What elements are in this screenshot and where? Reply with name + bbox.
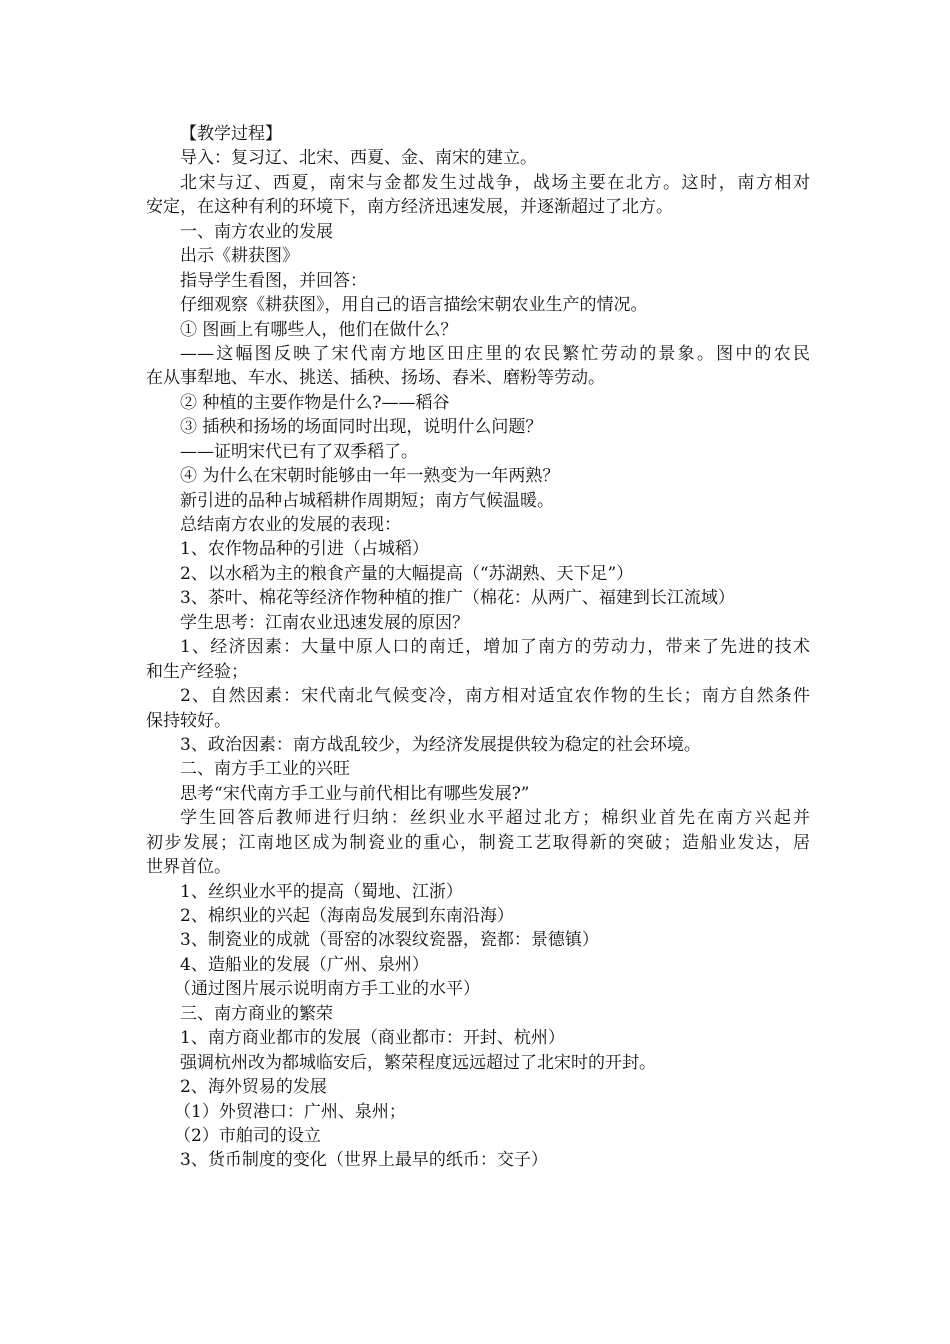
paragraph-line: 出示《耕获图》 — [180, 246, 299, 267]
question-line: ④ 为什么在宋朝时能够由一年一熟变为一年两熟？ — [180, 466, 560, 487]
paragraph-line: 导入：复习辽、北宋、西夏、金、南宋的建立。 — [180, 148, 537, 169]
section-heading-teaching-process: 【教学过程】 — [180, 124, 282, 144]
document-body — [146, 122, 810, 1173]
list-item: 4、造船业的发展（广州、泉州） — [180, 954, 429, 975]
sub-list-item: （1）外贸港口：广州、泉州； — [174, 1101, 406, 1122]
paragraph-line: 北宋与辽、西夏，南宋与金都发生过战争，战场主要在北方。这时，南方相对 — [180, 172, 810, 193]
list-item: 2、海外贸易的发展 — [180, 1077, 327, 1098]
paragraph-line: 初步发展；江南地区成为制瓷业的重心，制瓷工艺取得新的突破；造船业发达，居 — [146, 832, 810, 853]
paragraph-line: 仔细观察《耕获图》，用自己的语言描绘宋朝农业生产的情况。 — [180, 295, 648, 316]
section-heading-agriculture: 一、南方农业的发展 — [180, 221, 333, 242]
list-item: 1、南方商业都市的发展（商业都市：开封、杭州） — [180, 1028, 565, 1049]
question-line: ③ 插秧和扬场的场面同时出现，说明什么问题？ — [180, 417, 543, 438]
list-item: 3、货币制度的变化（世界上最早的纸币：交子） — [180, 1150, 548, 1171]
section-heading-commerce: 三、南方商业的繁荣 — [180, 1003, 333, 1024]
paragraph-line: 学生回答后教师进行归纳：丝织业水平超过北方；棉织业首先在南方兴起并 — [180, 808, 810, 829]
list-item: 1、农作物品种的引进（占城稻） — [180, 539, 429, 560]
paragraph-line: 指导学生看图，并回答： — [180, 270, 367, 291]
paragraph-line: 世界首位。 — [146, 857, 231, 878]
question-line: ① 图画上有哪些人，他们在做什么？ — [180, 319, 458, 340]
list-item: 3、茶叶、棉花等经济作物种植的推广（棉花：从两广、福建到长江流域） — [180, 588, 735, 609]
paragraph-line: 强调杭州改为都城临安后，繁荣程度远远超过了北宋时的开封。 — [180, 1052, 656, 1073]
paragraph-line: 思考“宋代南方手工业与前代相比有哪些发展?” — [180, 783, 530, 804]
paragraph-line: （通过图片展示说明南方手工业的水平） — [174, 979, 480, 1000]
list-item: 3、政治因素：南方战乱较少，为经济发展提供较为稳定的社会环境。 — [180, 734, 701, 755]
list-item: 1、经济因素：大量中原人口的南迁，增加了南方的劳动力，带来了先进的技术 — [180, 637, 810, 658]
answer-line: 在从事犁地、车水、挑送、插秧、扬场、舂米、磨粉等劳动。 — [146, 368, 605, 389]
list-item: 3、制瓷业的成就（哥窑的冰裂纹瓷器，瓷都：景德镇） — [180, 930, 599, 951]
paragraph-line: 安定，在这种有利的环境下，南方经济迅速发展，并逐渐超过了北方。 — [146, 197, 673, 218]
section-heading-handicraft: 二、南方手工业的兴旺 — [180, 759, 350, 780]
question-line: ② 种植的主要作物是什么?——稻谷 — [180, 392, 450, 413]
answer-line: ——证明宋代已有了双季稻了。 — [180, 441, 418, 462]
paragraph-line: 总结南方农业的发展的表现： — [180, 515, 401, 535]
list-item: 2、以水稻为主的粮食产量的大幅提高（“苏湖熟、天下足”） — [180, 563, 634, 584]
list-item: 2、棉织业的兴起（海南岛发展到东南沿海） — [180, 906, 514, 926]
answer-line: 新引进的品种占城稻耕作周期短；南方气候温暖。 — [180, 490, 554, 511]
answer-line: ——这幅图反映了宋代南方地区田庄里的农民繁忙劳动的景象。图中的农民 — [180, 343, 810, 364]
list-item: 2、自然因素：宋代南北气候变冷，南方相对适宜农作物的生长；南方自然条件 — [180, 686, 810, 707]
paragraph-line: 学生思考：江南农业迅速发展的原因？ — [180, 612, 469, 633]
sub-list-item: （2）市舶司的设立 — [174, 1125, 321, 1146]
list-item-continuation: 和生产经验； — [146, 661, 248, 682]
list-item-continuation: 保持较好。 — [146, 710, 231, 731]
list-item: 1、丝织业水平的提高（蜀地、江浙） — [180, 881, 463, 902]
